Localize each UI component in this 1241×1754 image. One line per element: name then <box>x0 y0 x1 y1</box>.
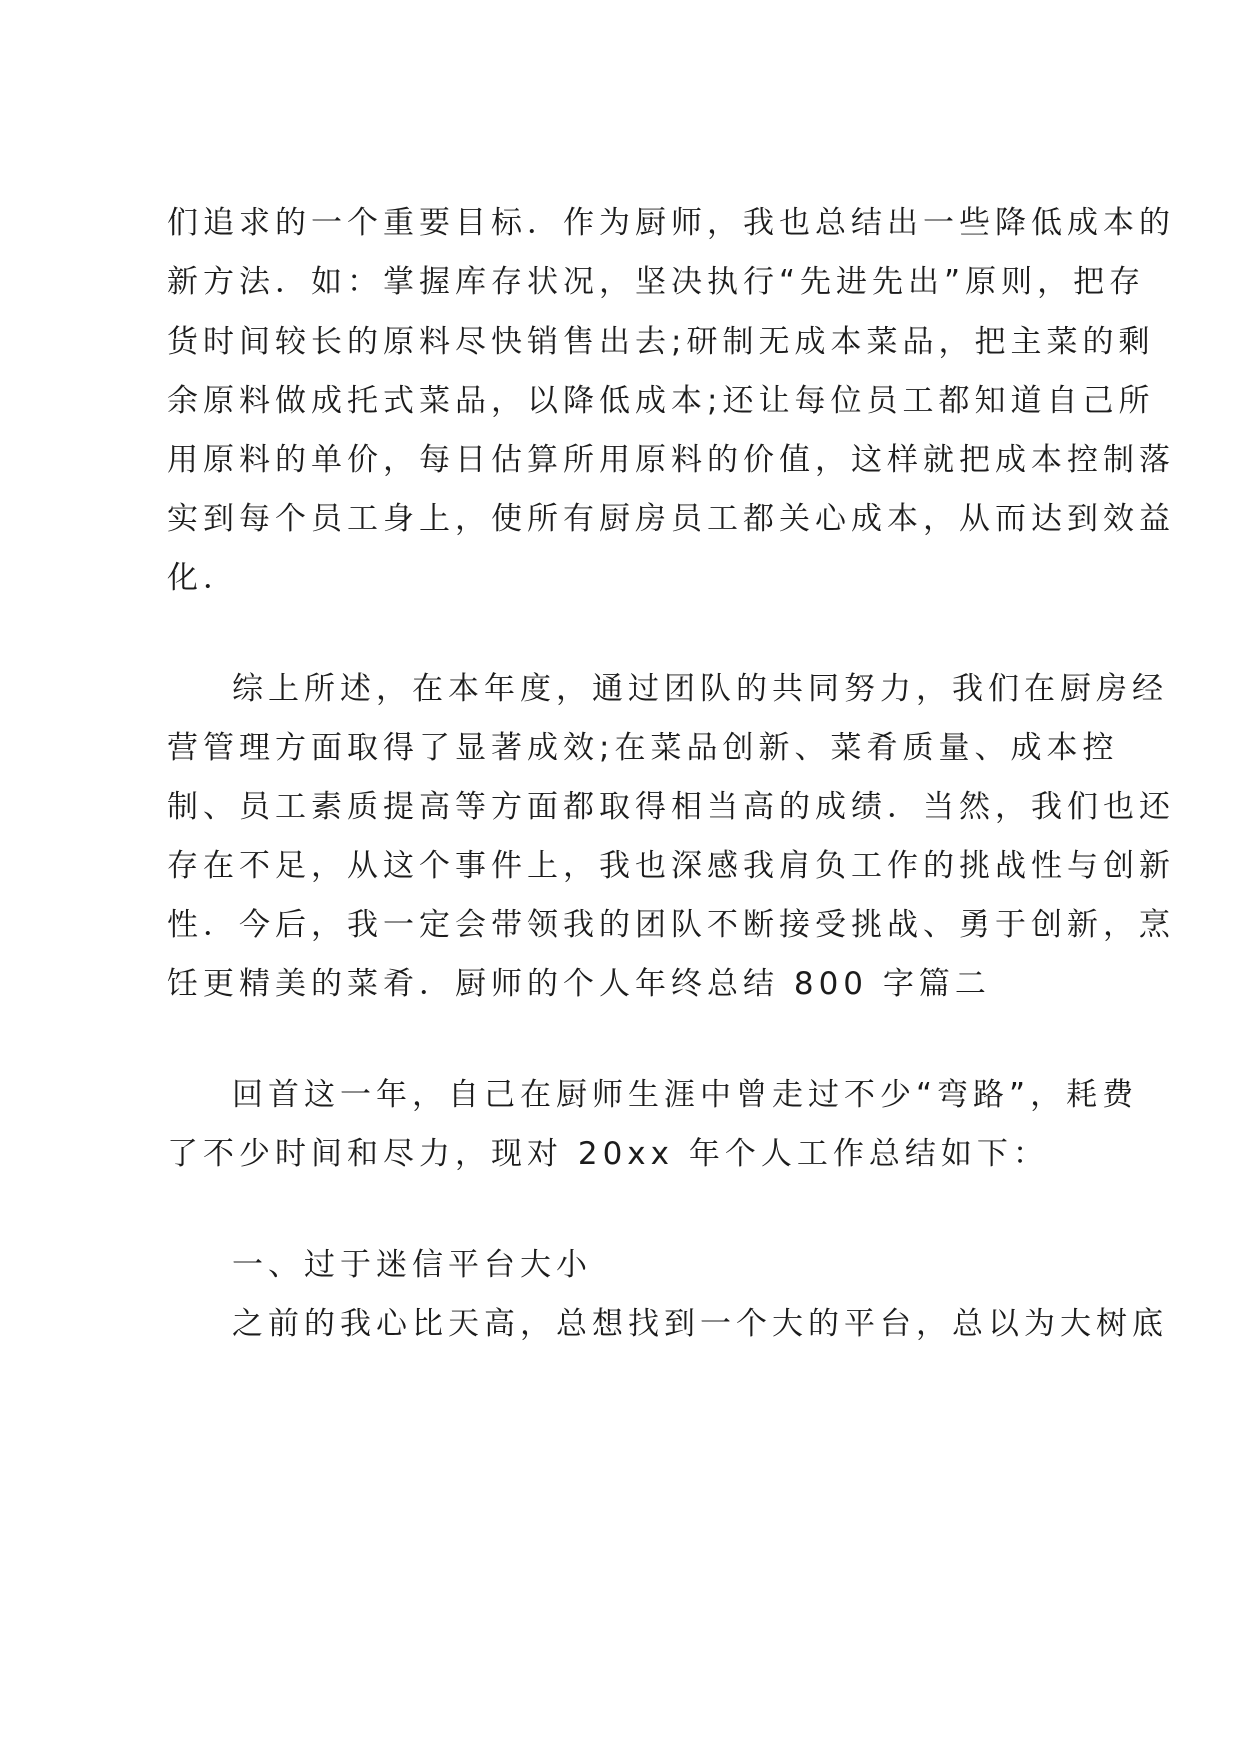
paragraph-line: 化． <box>167 560 239 596</box>
paragraph-line: 了不少时间和尽力，现对 20xx 年个人工作总结如下： <box>167 1136 1049 1172</box>
paragraph-line: 制、员工素质提高等方面都取得相当高的成绩．当然，我们也还 <box>167 789 1175 825</box>
paragraph-line: 新方法．如：掌握库存状况，坚决执行“先进先出”原则，把存 <box>167 264 1146 300</box>
paragraph-line: 之前的我心比天高，总想找到一个大的平台，总以为大树底 <box>232 1306 1168 1342</box>
paragraph-line: 用原料的单价，每日估算所用原料的价值，这样就把成本控制落 <box>167 442 1175 478</box>
paragraph-line: 性．今后，我一定会带领我的团队不断接受挑战、勇于创新，烹 <box>167 907 1175 943</box>
paragraph-line: 回首这一年，自己在厨师生涯中曾走过不少“弯路”，耗费 <box>232 1077 1139 1113</box>
paragraph-line: 实到每个员工身上，使所有厨房员工都关心成本，从而达到效益 <box>167 501 1175 537</box>
paragraph-line: 余原料做成托式菜品，以降低成本;还让每位员工都知道自己所 <box>167 383 1155 419</box>
paragraph-line: 们追求的一个重要目标．作为厨师，我也总结出一些降低成本的 <box>167 205 1175 241</box>
paragraph-line: 营管理方面取得了显著成效;在菜品创新、菜肴质量、成本控 <box>167 730 1119 766</box>
paragraph-line: 存在不足，从这个事件上，我也深感我肩负工作的挑战性与创新 <box>167 848 1175 884</box>
section-heading: 一、过于迷信平台大小 <box>232 1247 592 1283</box>
paragraph-line: 综上所述，在本年度，通过团队的共同努力，我们在厨房经 <box>232 671 1168 707</box>
paragraph-line: 货时间较长的原料尽快销售出去;研制无成本菜品，把主菜的剩 <box>167 324 1155 360</box>
paragraph-line: 饪更精美的菜肴．厨师的个人年终总结 800 字篇二 <box>167 966 991 1002</box>
